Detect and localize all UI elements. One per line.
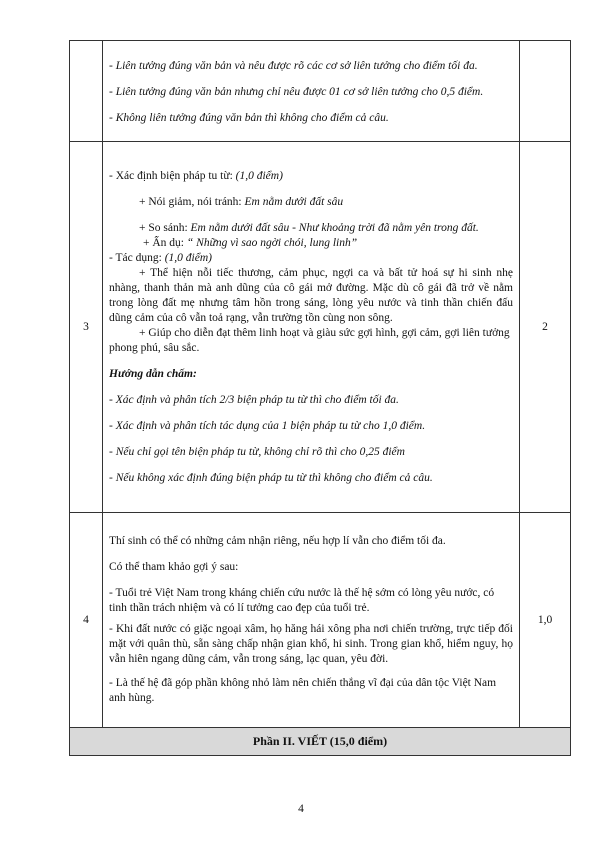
implicit-metaphor-item: + Ẩn dụ: “ Những vì sao ngời chói, lung linh” xyxy=(143,236,358,249)
guide-line: - Xác định và phân tích 2/3 biện pháp tu từ thì cho điểm tối đa. xyxy=(109,393,399,406)
table-row-question-4 xyxy=(70,513,571,728)
answer-paragraph: - Tuổi trẻ Việt Nam trong kháng chiến cứu nước là thế hệ sớm có lòng yêu nước, có tinh thần trách nhiệm và có lí tưởng cao đẹp của tuổi trẻ. xyxy=(109,587,495,614)
score-value: 2 xyxy=(520,142,571,513)
score-value: 1,0 xyxy=(520,513,571,728)
criterion-line: - Liên tưởng đúng văn bản và nêu được rõ các cơ sở liên tưởng cho điểm tối đa. xyxy=(109,59,478,72)
section-header-row xyxy=(70,728,571,756)
effect-paragraph: + Giúp cho diễn đạt thêm linh hoạt và giàu sức gợi hình, gợi cảm, gợi liên tưởng phong phú, sâu sắc. xyxy=(109,326,510,354)
comparison-item: + So sánh: Em nằm dưới đất sâu - Như khoảng trời đã nằm yên trong đất. xyxy=(139,221,479,234)
table-row-question-3 xyxy=(70,142,571,513)
question-number: 3 xyxy=(70,142,103,513)
grading-table xyxy=(69,40,571,756)
answer-cell xyxy=(103,513,520,728)
metaphor-item: + Nói giảm, nói tránh: Em nằm dưới đất sâu xyxy=(139,195,344,208)
identify-heading: - Xác định biện pháp tu từ: (1,0 điểm) xyxy=(109,169,283,182)
guide-line: - Nếu chỉ gọi tên biện pháp tu từ, không chỉ rõ thì cho 0,25 điểm xyxy=(109,445,405,458)
grading-guide-title: Hướng dẫn chấm: xyxy=(109,367,197,380)
question-number-cell xyxy=(70,41,103,142)
answer-cell xyxy=(103,142,520,513)
answer-paragraph: - Khi đất nước có giặc ngoại xâm, họ hăng hái xông pha nơi chiến trường, trực tiếp đối mặt với quân thù, sẵn sàng chấp nhận gian khổ, hi sinh. Trong gian khổ, hiểm nguy, họ vẫn hiên ngang dũng cảm, vẫn trong sáng, lạc quan, yêu đời. xyxy=(109,623,513,665)
score-cell xyxy=(520,41,571,142)
answer-paragraph: Có thể tham khảo gợi ý sau: xyxy=(109,561,239,573)
answer-paragraph: - Là thế hệ đã góp phần không nhỏ làm nên chiến thắng vĩ đại của dân tộc Việt Nam anh hùng. xyxy=(109,677,497,704)
guide-line: - Xác định và phân tích tác dụng của 1 biện pháp tu từ cho 1,0 điểm. xyxy=(109,419,426,432)
guide-line: - Nếu không xác định đúng biện pháp tu từ thì không cho điểm cả câu. xyxy=(109,471,433,484)
answer-cell xyxy=(103,41,520,142)
effect-heading: - Tác dụng: (1,0 điểm) xyxy=(109,251,212,264)
effect-paragraph: + Thể hiện nỗi tiếc thương, cảm phục, ngợi ca và bất tử hoá sự hi sinh nhẹ nhàng, thanh thản mà anh dũng của cô gái mở đường. Mặc dù cô gái đã trở về nằm trong lòng đất mẹ nhưng tâm hồn trong sáng, lòng yêu nước và tinh thần chiến đấu dũng cảm của cô vẫn toả rạng, vẫn trường tồn cùng non sông. xyxy=(109,266,513,324)
criterion-line: - Không liên tưởng đúng văn bản thì không cho điểm cả câu. xyxy=(109,111,389,124)
criterion-line: - Liên tưởng đúng văn bản nhưng chỉ nêu được 01 cơ sở liên tưởng cho 0,5 điểm. xyxy=(109,85,484,98)
question-number: 4 xyxy=(70,513,103,728)
section-title: Phần II. VIẾT (15,0 điểm) xyxy=(70,728,571,756)
page-number: 4 xyxy=(298,803,304,815)
answer-paragraph: Thí sinh có thể có những cảm nhận riêng, nếu hợp lí vẫn cho điểm tối đa. xyxy=(109,535,446,547)
table-row-previous xyxy=(70,41,571,142)
